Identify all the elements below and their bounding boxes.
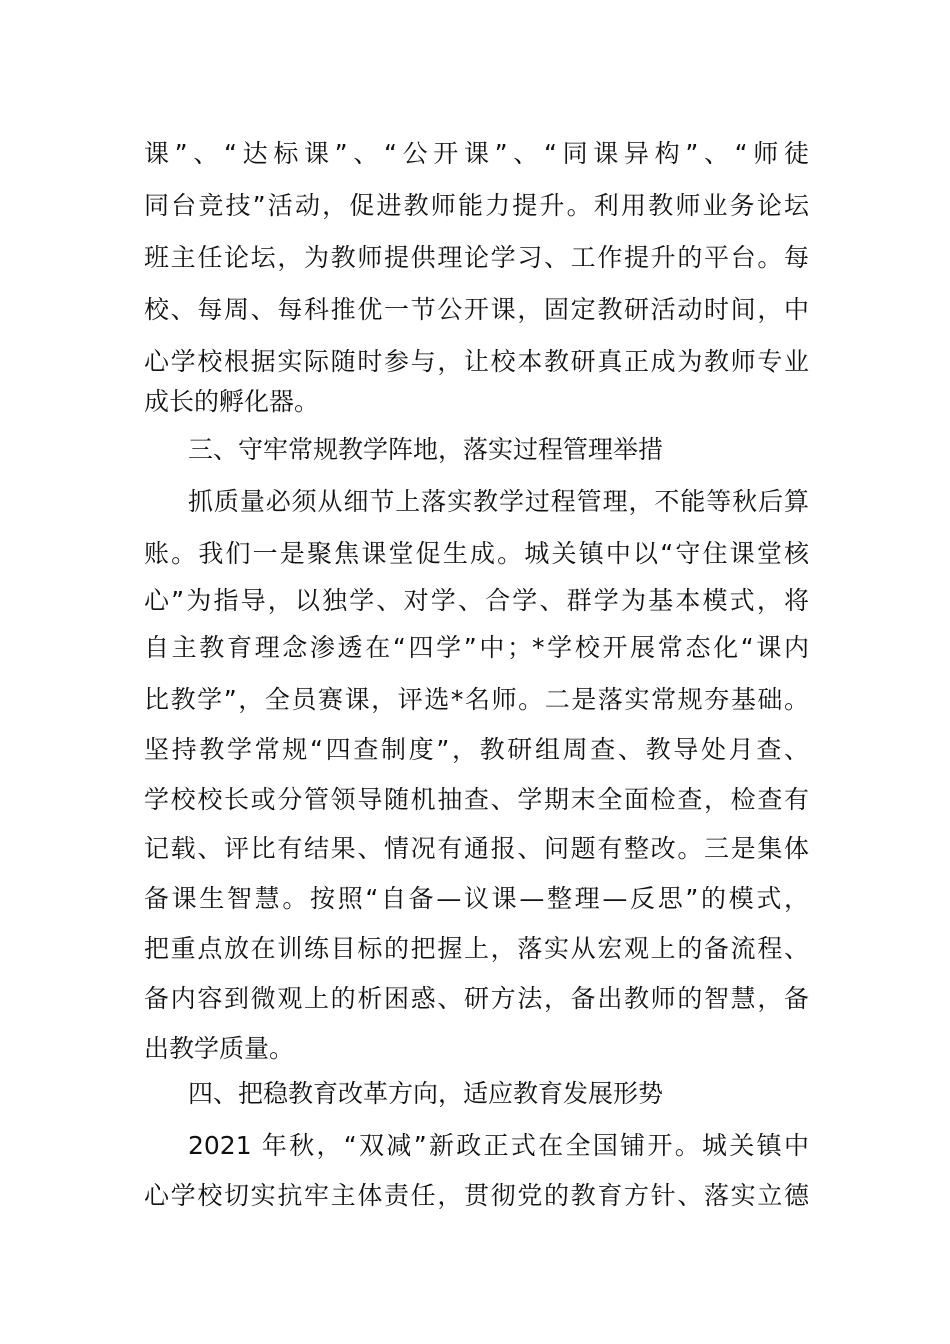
text-line: 备内容到微观上的析困惑、研方法，备出教师的智慧，备 [144,984,809,1013]
text-line: 班主任论坛，为教师提供理论学习、工作提升的平台。每 [144,243,809,272]
text-line: 出教学质量。 [144,1034,295,1063]
text-line: 心”为指导，以独学、对学、合学、群学为基本模式，将 [144,586,809,615]
text-line: 坚持教学常规“四查制度”，教研组周查、教导处月查、 [144,735,809,764]
text-line: 账。我们一是聚焦课堂促生成。城关镇中以“守住课堂核 [144,539,809,568]
text-line: 记载、评比有结果、情况有通报、问题有整改。三是集体 [144,834,809,863]
text-line: 2021 年秋，“双减”新政正式在全国铺开。城关镇中 [188,1131,809,1160]
section-heading: 三、守牢常规教学阵地，落实过程管理举措 [188,435,664,464]
text-line: 自主教育理念渗透在“四学”中；*学校开展常态化“课内 [144,633,809,662]
text-line: 心学校根据实际随时参与，让校本教研真正成为教师专业 [144,347,809,376]
text-line: 学校校长或分管领导随机抽查、学期末全面检查，检查有 [144,785,809,814]
text-line: 心学校切实抗牢主体责任，贯彻党的教育方针、落实立德 [144,1181,809,1210]
text-line: 课”、“达标课”、“公开课”、“同课异构”、“师徒 [144,139,809,168]
section-heading: 四、把稳教育改革方向，适应教育发展形势 [188,1079,664,1108]
text-line: 比教学”，全员赛课，评选*名师。二是落实常规夯基础。 [144,685,809,714]
text-line: 备课生智慧。按照“自备—议课—整理—反思”的模式， [144,884,809,913]
text-line: 抓质量必须从细节上落实教学过程管理，不能等秋后算 [188,487,809,516]
text-line: 成长的孵化器。 [144,387,320,416]
text-line: 把重点放在训练目标的把握上，落实从宏观上的备流程、 [144,934,809,963]
text-line: 校、每周、每科推优一节公开课，固定教研活动时间，中 [144,295,809,324]
text-line: 同台竞技”活动，促进教师能力提升。利用教师业务论坛 [144,191,809,220]
